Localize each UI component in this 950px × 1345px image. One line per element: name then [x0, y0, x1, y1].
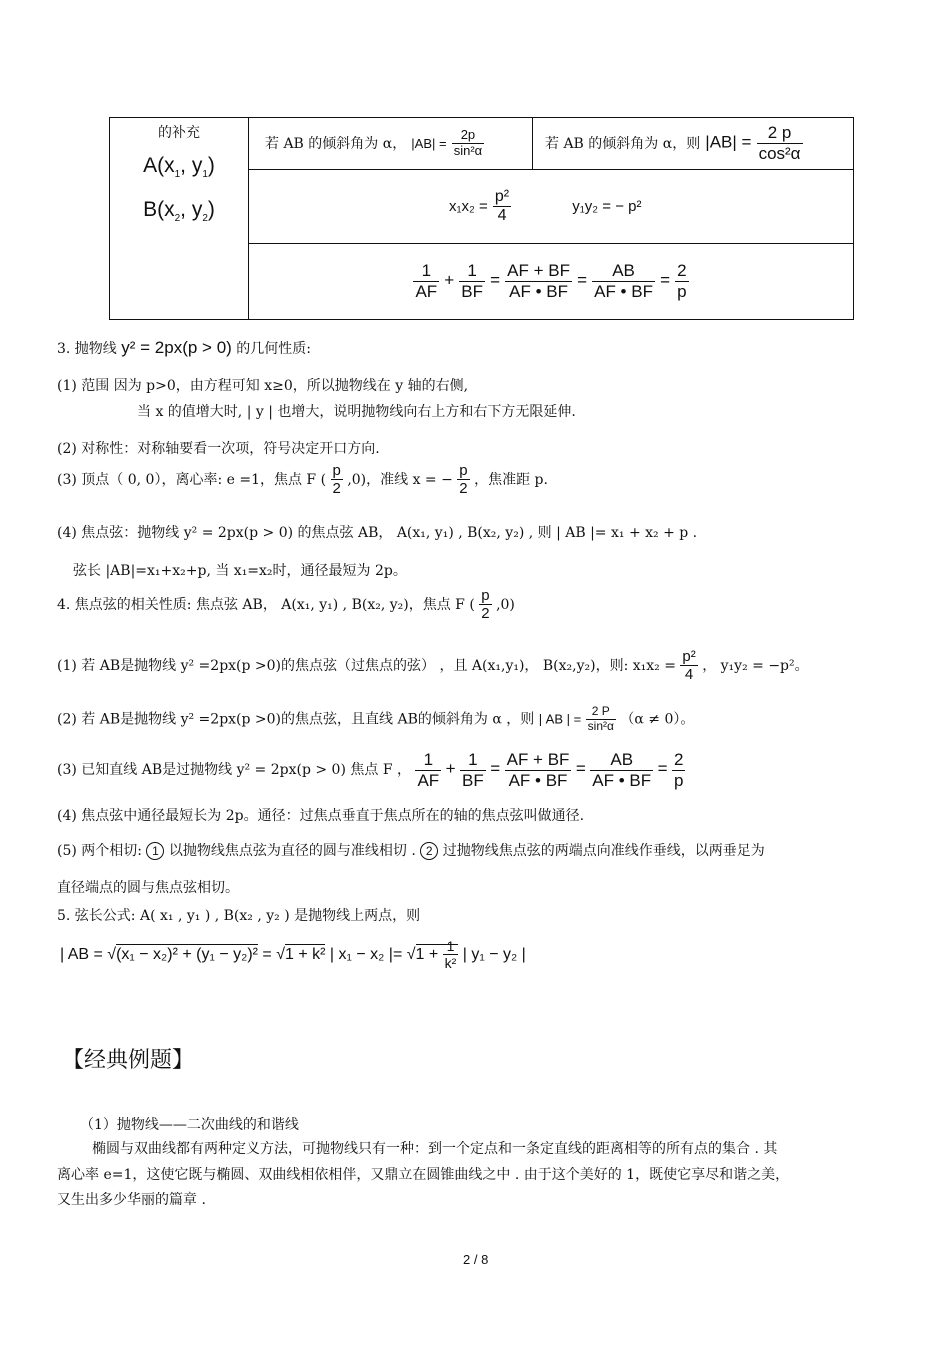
s4-item1: (1) 若 AB是抛物线 y² =2px(p >0)的焦点弦（过焦点的弦） ，且 A(x₁,y₁)， B(x₂,y₂)，则: x₁x₂ = $\frac{\text{p²}}{4}$ ， y₁y₂ = −p²。 — [57, 648, 809, 684]
point-a: $A(x_1$, $y_1$) — [143, 154, 215, 181]
table-left-cell — [110, 118, 249, 320]
x1x2-label: x₁x₂ = — [449, 198, 488, 215]
y1y2-formula: y₁y₂ = − p² — [572, 198, 642, 215]
section4-heading: 4. 焦点弦的相关性质: 焦点弦 AB， A(x₁, y₁) , B(x₂, y₂)，焦点 F ( $\frac{p}{2}$ ,0) — [57, 587, 515, 623]
s4-item5: (5) 两个相切: 1 以抛物线焦点弦为直径的圆与准线相切 . 2 过抛物线焦点弦的两端点向准线作垂线，以两垂足为 — [57, 843, 765, 859]
frac-ab-product: $\frac{AB}{AF • BF}$ — [594, 261, 653, 301]
s3-focal-chord: (4) 焦点弦：抛物线 y² = 2px(p > 0) 的焦点弦 AB， A(x₁, y₁) , B(x₂, y₂) , 则 | AB |= x₁ + x₂ + p . — [57, 525, 698, 541]
parabola-equation: y² = 2px(p > 0) — [121, 338, 232, 357]
chord-length-formula: | AB = √(x₁ − x₂)² + (y₁ − y₂)² = √1 + k² | x₁ − x₂ |= √1 + $\frac{1}{\text{k²}}$ | y₁ − y₂ | — [60, 938, 526, 972]
examples-title: 【经典例题】 — [62, 1048, 195, 1073]
s3-symmetry: (2) 对称性：对称轴要看一次项，符号决定开口方向. — [57, 441, 380, 457]
section5-heading: 5. 弦长公式: A( x₁ , y₁ ) , B(x₂ , y₂ ) 是抛物线上两点，则 — [57, 908, 421, 924]
frac-sum-product: $\frac{AF + BF}{AF • BF}$ — [507, 261, 570, 301]
section3-heading: 3. 抛物线 y² = 2px(p > 0) 的几何性质: — [57, 338, 311, 357]
page-number: 2 / 8 — [463, 1252, 489, 1267]
point-b: $B(x_2$, $y_2$) — [143, 198, 215, 225]
cos-prefix: 若 AB 的倾斜角为 α，则 — [545, 136, 701, 152]
sin-fraction: $\frac{2p}{\text{sin²α}}$ — [453, 127, 483, 158]
table-cell-sin — [249, 118, 533, 170]
examples-para-1: 椭圆与双曲线都有两种定义方法，可抛物线只有一种：到一个定点和一条定直线的距离相等的所有点的集合 . 其 — [92, 1141, 778, 1157]
s4-item4: (4) 焦点弦中通径最短长为 2p。通径：过焦点垂直于焦点所在的轴的焦点弦叫做通径. — [57, 808, 585, 824]
examples-para-2: 离心率 e=1，这使它既与椭圆、双曲线相依相伴，又鼎立在圆锥曲线之中 . 由于这个美好的 1，既使它享尽和谐之美， — [57, 1167, 790, 1183]
circled-number-2: 2 — [420, 842, 438, 860]
cos-fraction: $\frac{2 p}{\text{cos²α}}$ — [758, 123, 801, 163]
s4-item5-cont: 直径端点的圆与焦点弦相切。 — [57, 880, 239, 896]
frac-1-bf: $\frac{1}{BF}$ — [461, 261, 484, 301]
frac-1-af: $\frac{1}{AF}$ — [415, 261, 438, 301]
s4-item3: (3) 已知直线 AB是过抛物线 y² = 2px(p > 0) 焦点 F ， $\frac{1}{AF}$ + $\frac{1}{BF}$ = $\frac{AF + BF}{AF • BF}$ = $\frac{AB}{AF • BF}$ = $\frac{2}{p}$ — [57, 750, 684, 790]
sin-prefix: 若 AB 的倾斜角为 α， — [265, 136, 407, 152]
focal-chord-table — [109, 117, 854, 320]
sin-formula-left: |AB| = — [411, 136, 447, 151]
s3-vertex: (3) 顶点（ 0, 0），离心率: e =1，焦点 F ( $\frac{p}{2}$ ,0)，准线 x = − $\frac{p}{2}$ ，焦准距 p. — [57, 462, 548, 498]
x1x2-fraction: $\frac{\text{p²}}{4}$ — [494, 187, 510, 224]
s4-item2: (2) 若 AB是抛物线 y² =2px(p >0)的焦点弦，且直线 AB的倾斜角为 α ，则 | AB | = $\frac{2 P}{\text{sin²α}}$ （α ≠ 0）。 — [57, 704, 695, 733]
table-cell-reciprocal: $\frac{1}{AF}$ + $\frac{1}{BF}$ = $\frac{AF + BF}{AF • BF}$ = $\frac{AB}{AF • BF}$ = $\frac{2}{p}$ — [249, 244, 854, 320]
examples-subtitle: （1）抛物线——二次曲线的和谐线 — [80, 1117, 299, 1133]
s3-chord-length: 弦长 |AB|=x₁+x₂+p, 当 x₁=x₂时，通径最短为 2p。 — [73, 563, 407, 579]
table-cell-products — [249, 170, 854, 244]
table-caption: 的补充 — [158, 125, 200, 141]
s3-range-line1: (1) 范围 因为 p>0，由方程可知 x≥0，所以抛物线在 y 轴的右侧, — [57, 378, 469, 394]
examples-para-3: 又生出多少华丽的篇章 . — [57, 1192, 206, 1208]
frac-2-p: $\frac{2}{p}$ — [677, 261, 687, 301]
table-cell-cos — [533, 118, 854, 170]
circled-number-1: 1 — [146, 842, 164, 860]
s3-range-line2: 当 x 的值增大时, | y | 也增大，说明抛物线向右上方和右下方无限延伸. — [137, 404, 576, 420]
cos-formula-left: |AB| = — [705, 133, 752, 152]
